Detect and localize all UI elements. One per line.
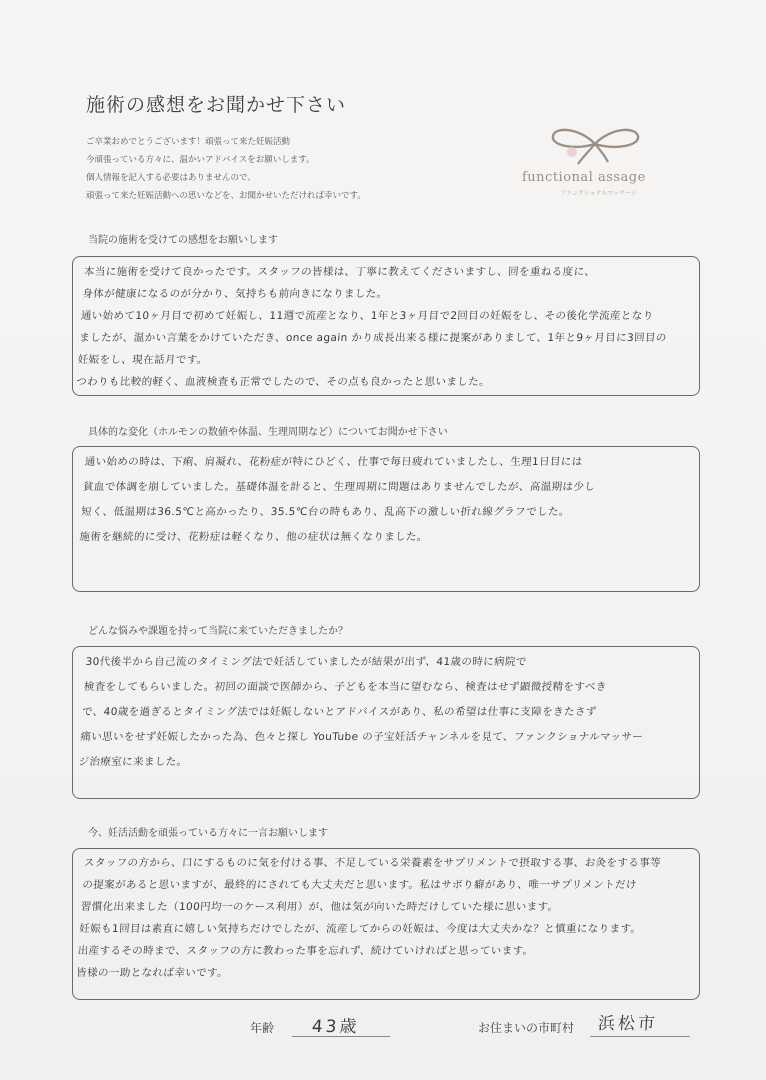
answer-text-changes [79, 450, 598, 550]
answer-line: ジ治療室に来ました。 [78, 756, 188, 768]
intro-line: 頑張って来た妊娠活動への思いなどを、お聞かせいただければ幸いです。 [86, 191, 366, 201]
brand-logo-subtext: ファンクショナルマッサージ [560, 190, 637, 197]
answer-line: 習慣化出来ました（100円均一のケース利用）が、他は気が向いた時だけしていた様に思います。 [80, 901, 559, 913]
answer-line: 30代後半から自己流のタイミング法で妊活していましたが結果が出ず、41歳の時に病院で [85, 656, 528, 668]
answer-line: 妊娠も1回目は素直に嬉しい気持ちだけでしたが、流産してからの妊娠は、今度は大丈夫かな？と慎重になります。 [78, 923, 642, 935]
answer-line: 皆様の一助となれば幸いです。 [75, 967, 229, 979]
answer-line: 検査をしてもらいました。初回の面談で医師から、子どもを本当に望むなら、検査はせず顕微授精をすべき [83, 681, 608, 693]
answer-line: 通い始めの時は、下痢、肩凝れ、花粉症が特にひどく、仕事で毎日疲れていましたし、生理1日目には [84, 456, 584, 468]
answer-text-impressions [75, 260, 672, 395]
section-label-impressions: 当院の施術を受けての感想をお願いします [88, 235, 278, 246]
answer-text-concerns [78, 650, 650, 775]
answer-line: 施術を継続的に受け、花粉症は軽くなり、他の症状は無くなりました。 [78, 531, 429, 543]
answer-text-message [75, 851, 662, 986]
answer-line: 痛い思いをせず妊娠したかった為、色々と探し YouTube の子宝妊活チャンネルを見て、ファンクショナルマッサー [79, 731, 644, 743]
intro-line: 今頑張っている方々に、温かいアドバイスをお願いします。 [86, 155, 315, 165]
city-value: 浜松市 [597, 1014, 659, 1034]
age-underline [292, 1036, 390, 1037]
answer-line: 通い始めて10ヶ月目で初めて妊娠し、11週で流産となり、1年と3ヶ月目で2回目の妊娠をし、その後化学流産となり [80, 310, 654, 322]
answer-line: 貧血で体調を崩していました。基礎体温を計ると、生理周期に問題はありませんでしたが、高温期は少し [82, 481, 596, 493]
ribbon-bow-icon [520, 118, 670, 198]
intro-text [86, 133, 516, 205]
age-label: 年齢 [250, 1021, 275, 1035]
answer-line: 妊娠をし、現在話月です。 [77, 354, 209, 366]
section-label-changes: 具体的な変化（ホルモンの数値や体温、生理周期など）についてお聞かせ下さい [88, 427, 448, 438]
intro-line: ご卒業おめでとうございます！頑張って来た妊娠活動 [86, 137, 291, 147]
answer-line: 短く、低温期は36.5℃と高かったり、35.5℃台の時もあり、乱高下の激しい折れ線グラフでした。 [80, 506, 571, 518]
answer-line: ましたが、温かい言葉をかけていただき、once again かり成長出来る様に提案がありまして、1年と9ヶ月目に3回目の [78, 332, 668, 344]
answer-line: で、40歳を過ぎるとタイミング法では妊娠しないとアドバイスがあり、私の希望は仕事に支障をきたさず [81, 706, 598, 718]
city-underline [590, 1036, 690, 1037]
answer-line: の提案があると思いますが、最終的にされても大丈夫だと思います。私はサボり癖があり、唯一サプリメントだけ [81, 879, 638, 891]
answer-line: 本当に施術を受けて良かったです。スタッフの皆様は、丁寧に教えてくださいますし、回を重ねる度に、 [83, 266, 596, 278]
section-label-message: 今、妊活活動を頑張っている方々に一言お願いします [88, 828, 328, 839]
brand-logo-text: functional assage [522, 170, 646, 185]
answer-line: 身体が健康になるのが分かり、気持ちも前向きになりました。 [81, 288, 388, 300]
age-value: 43歳 [311, 1017, 361, 1037]
section-label-concerns: どんな悩みや課題を持って当院に来ていただきましたか？ [88, 626, 348, 637]
answer-line: 出産するその時まで、スタッフの方に教わった事を忘れず、続けていければと思っています。 [77, 945, 534, 957]
answer-line: つわりも比較的軽く、血液検査も正常でしたので、その点も良かったと思いました。 [75, 376, 491, 388]
intro-line: 個人情報を記入する必要はありませんので、 [86, 173, 256, 183]
city-label: お住まいの市町村 [478, 1021, 575, 1035]
page-title: 施術の感想をお聞かせ下さい [86, 94, 347, 116]
answer-line: スタッフの方から、口にするものに気を付ける事、不足している栄養素をサプリメントで摂取する事、お灸をする事等 [83, 857, 662, 869]
